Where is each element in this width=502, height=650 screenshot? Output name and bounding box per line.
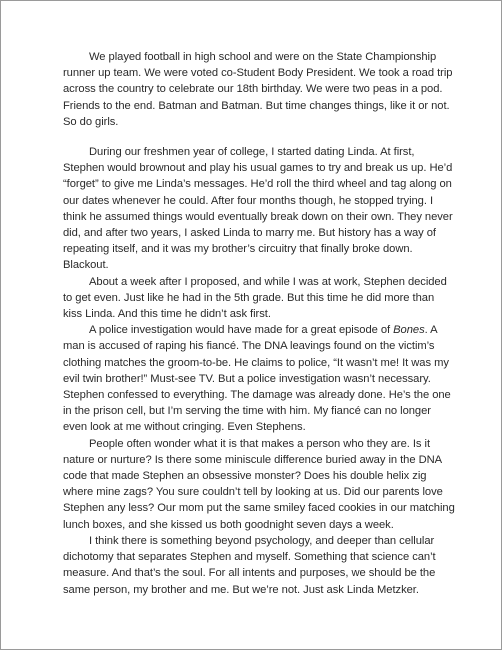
paragraph-text: . A man is accused of raping his fiancé. The DNA leavings found on the victim’s clothing matches the groom-to-be. He claims to police, “It wasn’t me! It was my evil twin brother!” Must-see TV. But a police investigation wasn’t necessary. Stephen confessed to everything. The damage was already done. He’s the one in the prison cell, but I’m serving the time with him. My fiancé can no longer even look at me without cringing. Even Stephens. [63,324,451,434]
document-body [63,49,455,598]
paragraph-text: We played football in high school and were on the State Championship runner up team. We were voted co-Student Body President. We took a road trip across the country to celebrate our 18th birthday. We were two peas in a pod. Friends to the end. Batman and Batman. But time changes things, like it or not. So do girls. [63,51,453,128]
paragraph-text: During our freshmen year of college, I started dating Linda. At first, Stephen would brownout and play his usual games to try and break us up. He’d “forget” to give me Linda’s messages. He’d roll the third wheel and tag along on our dates whenever he could. After four months though, he stopped trying. I think he assumed things would eventually break down on their own. They never did, and after two years, I asked Linda to marry me. But history has a way of repeating itself, and it was my brother’s circuitry that finally broke down. Blackout. [63,146,453,272]
paragraph-text: A police investigation would have made for a great episode of [89,324,394,337]
paragraph-proposal [63,274,455,323]
paragraph-nature-nurture [63,436,455,533]
paragraph-investigation [63,322,455,435]
paragraph-linda [63,144,455,274]
show-title: Bones [393,324,425,337]
paragraph-text: About a week after I proposed, and while I was at work, Stephen decided to get even. Just like he had in the 5th grade. But this time he did more than kiss Linda. And this time he didn’t ask first. [63,275,447,321]
paragraph-soul [63,533,455,598]
paragraph-football [63,49,455,130]
paragraph-text: I think there is something beyond psychology, and deeper than cellular dichotomy that separates Stephen and myself. Something that science can’t measure. And that’s the soul. For all intents and purposes, we should be the same person, my brother and me. But we’re not. Just ask Linda Metzker. [63,534,436,596]
paragraph-text: People often wonder what it is that makes a person who they are. Is it nature or nurture? Is there some miniscule difference buried away in the DNA code that made Stephen an obsessive monster? Does his double helix zig where mine zags? You sure couldn’t tell by looking at us. Did our parents love Stephen any less? Our mom put the same smiley faced cookies in our matching lunch boxes, and she kissed us both goodnight seven days a week. [63,437,455,531]
